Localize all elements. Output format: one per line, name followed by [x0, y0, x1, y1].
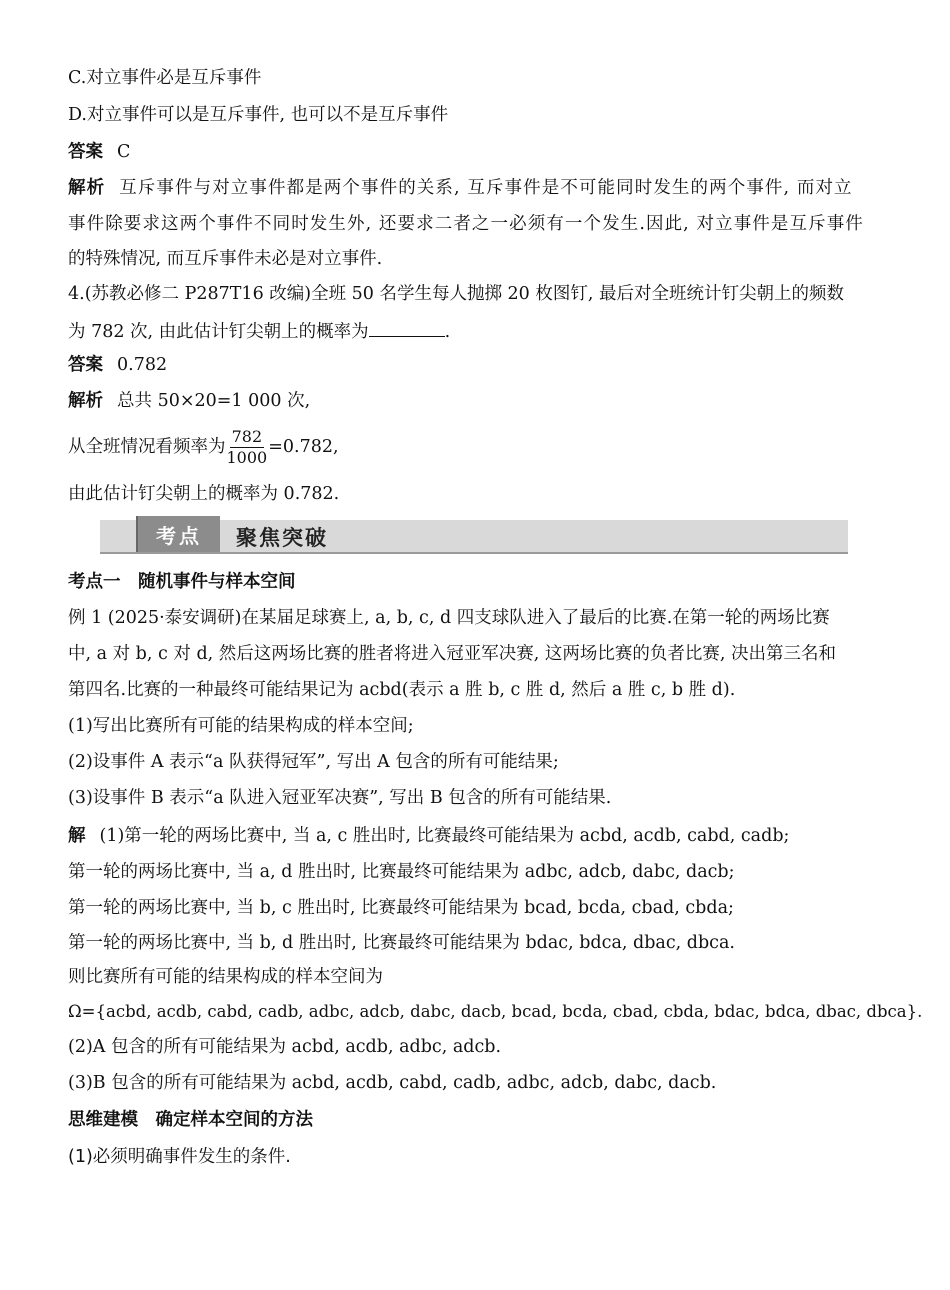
frequency-result: =0.782, — [268, 437, 339, 457]
answer-blank — [369, 318, 445, 337]
answer-value: C — [117, 142, 131, 162]
sub-question-2: (2)设事件 A 表示“a 队获得冠军”, 写出 A 包含的所有可能结果; — [68, 752, 559, 772]
option-d: D.对立事件可以是互斥事件, 也可以不是互斥事件 — [68, 105, 449, 125]
solution-part-2: (2)A 包含的所有可能结果为 acbd, acdb, adbc, adcb. — [68, 1037, 502, 1057]
solution-text: (1)第一轮的两场比赛中, 当 a, c 胜出时, 比赛最终可能结果为 acbd, acdb, cabd, cadb; — [99, 826, 790, 846]
question-4-period: . — [444, 322, 451, 342]
explanation-text: 总共 50×20=1 000 次, — [117, 391, 311, 411]
example-line-2: 中, a 对 b, c 对 d, 然后这两场比赛的胜者将进入冠亚军决赛, 这两场比赛的负者比赛, 决出第三名和 — [68, 644, 837, 664]
sub-question-3: (3)设事件 B 表示“a 队进入冠亚军决赛”, 写出 B 包含的所有可能结果. — [68, 788, 612, 808]
banner-tag: 考点 — [136, 516, 220, 552]
answer-label: 答案 — [68, 355, 103, 375]
explanation-line-3: 的特殊情况, 而互斥事件未必是对立事件. — [68, 249, 383, 269]
explanation-label: 解析 — [68, 391, 103, 411]
option-c: C.对立事件必是互斥事件 — [68, 68, 262, 88]
sample-space: Ω={acbd, acdb, cabd, cadb, adbc, adcb, dabc, dacb, bcad, bcda, cbad, cbda, bdac, bdca, dbac, dbca}. — [68, 1002, 923, 1021]
q4-explanation-line-1 — [68, 389, 310, 413]
question-4-line-1: 4.(苏教必修二 P287T16 改编)全班 50 名学生每人抛掷 20 枚图钉, 最后对全班统计钉尖朝上的频数 — [68, 284, 845, 304]
answer-row — [68, 140, 130, 164]
solution-label: 解 — [68, 826, 86, 846]
frequency-text: 从全班情况看频率为 — [68, 437, 226, 457]
solution-line-1 — [68, 824, 789, 848]
section-heading: 考点一 随机事件与样本空间 — [68, 572, 296, 592]
solution-line-5: 则比赛所有可能的结果构成的样本空间为 — [68, 967, 383, 987]
explanation-label: 解析 — [68, 178, 106, 198]
solution-line-2: 第一轮的两场比赛中, 当 a, d 胜出时, 比赛最终可能结果为 adbc, adcb, dabc, dacb; — [68, 862, 735, 882]
example-line-1: 例 1 (2025·泰安调研)在某届足球赛上, a, b, c, d 四支球队进入了最后的比赛.在第一轮的两场比赛 — [68, 608, 830, 628]
explanation-line-1 — [68, 176, 853, 200]
model-point-1: (1)必须明确事件发生的条件. — [68, 1147, 291, 1167]
question-4-line-2 — [68, 318, 450, 344]
fraction — [227, 427, 268, 468]
q4-explanation-line-2 — [68, 425, 339, 469]
explanation-text: 互斥事件与对立事件都是两个事件的关系, 互斥事件是不可能同时发生的两个事件, 而对立 — [119, 178, 853, 198]
solution-line-4: 第一轮的两场比赛中, 当 b, d 胜出时, 比赛最终可能结果为 bdac, bdca, dbac, dbca. — [68, 933, 735, 953]
fraction-denominator: 1000 — [226, 448, 268, 467]
fraction-numerator: 782 — [231, 427, 263, 446]
solution-line-3: 第一轮的两场比赛中, 当 b, c 胜出时, 比赛最终可能结果为 bcad, bcda, cbad, cbda; — [68, 898, 734, 918]
sub-question-1: (1)写出比赛所有可能的结果构成的样本空间; — [68, 716, 414, 736]
model-heading: 思维建模 确定样本空间的方法 — [68, 1110, 313, 1130]
explanation-line-2: 事件除要求这两个事件不同时发生外, 还要求二者之一必须有一个发生.因此, 对立事件是互斥事件 — [68, 214, 864, 234]
banner-title: 聚焦突破 — [236, 526, 328, 550]
answer-value: 0.782 — [117, 355, 168, 375]
question-4-text: 为 782 次, 由此估计钉尖朝上的概率为 — [68, 322, 369, 342]
answer-label: 答案 — [68, 142, 103, 162]
section-banner — [100, 514, 848, 556]
example-line-3: 第四名.比赛的一种最终可能结果记为 acbd(表示 a 胜 b, c 胜 d, 然后 a 胜 c, b 胜 d). — [68, 680, 736, 700]
q4-answer-row — [68, 353, 167, 377]
solution-part-3: (3)B 包含的所有可能结果为 acbd, acdb, cabd, cadb, adbc, adcb, dabc, dacb. — [68, 1073, 717, 1093]
q4-explanation-line-3: 由此估计钉尖朝上的概率为 0.782. — [68, 484, 340, 504]
